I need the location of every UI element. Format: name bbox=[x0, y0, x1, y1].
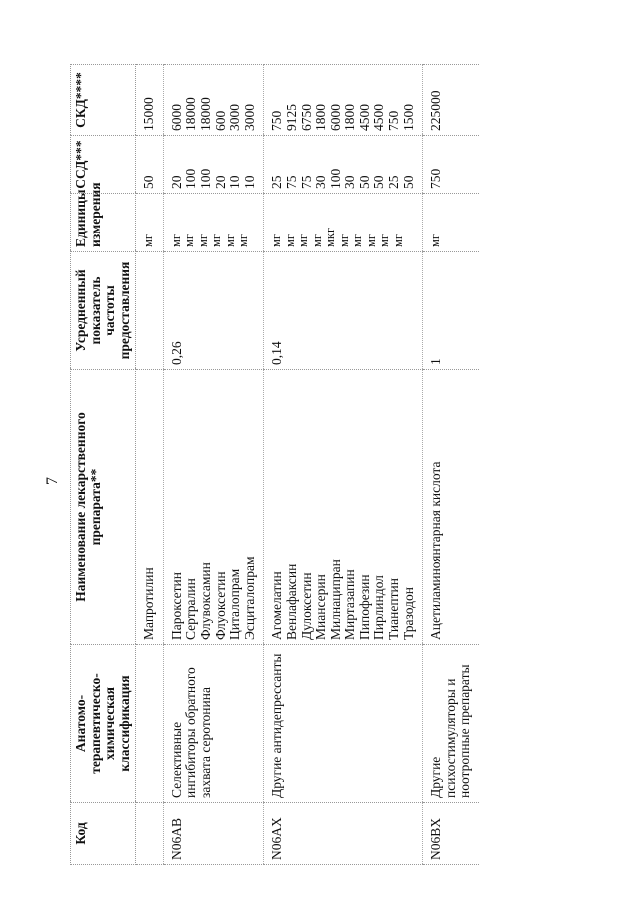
drug-list bbox=[163, 370, 263, 645]
skd-value: 1500 bbox=[400, 104, 416, 131]
skd-value: 1800 bbox=[342, 104, 358, 131]
ssd-value: 100 bbox=[327, 168, 343, 189]
drug-name: Пароксетин bbox=[168, 572, 184, 640]
drug-name: Пипофезин bbox=[356, 574, 372, 640]
skd-value: 4500 bbox=[356, 104, 372, 131]
skd-value: 6750 bbox=[298, 104, 314, 131]
unit-list bbox=[136, 194, 164, 252]
skd-value: 600 bbox=[212, 110, 228, 131]
table-header-row bbox=[71, 65, 136, 865]
unit-value: мг bbox=[296, 233, 311, 247]
skd-value: 18000 bbox=[183, 97, 199, 131]
drug-list bbox=[136, 370, 164, 645]
ssd-list bbox=[136, 136, 164, 194]
unit-value: мг bbox=[350, 233, 365, 247]
skd-list bbox=[264, 65, 423, 136]
header-ssd: ССД*** bbox=[71, 136, 136, 194]
ssd-value: 50 bbox=[356, 175, 372, 189]
skd-value: 4500 bbox=[371, 104, 387, 131]
ssd-value: 100 bbox=[183, 168, 199, 189]
ssd-value: 25 bbox=[385, 175, 401, 189]
group-code: N06AX bbox=[264, 803, 423, 865]
header-drug: Наименование лекарственного препарата** bbox=[71, 370, 136, 645]
group-atc: Селективные ингибиторы обратного захвата серотонина bbox=[163, 645, 263, 803]
ssd-value: 10 bbox=[227, 175, 243, 189]
ssd-value: 20 bbox=[168, 175, 184, 189]
unit-value: мг bbox=[168, 233, 183, 247]
unit-value: мг bbox=[222, 233, 237, 247]
unit-value: мг bbox=[195, 233, 210, 247]
drug-name: Тразодон bbox=[400, 587, 416, 640]
drug-name: Флуоксетин bbox=[212, 571, 228, 640]
group-atc: Другие психостимуляторы и ноотропные препараты bbox=[423, 645, 479, 803]
drug-name: Дулоксетин bbox=[298, 572, 314, 640]
ssd-value: 25 bbox=[269, 175, 285, 189]
ssd-value: 50 bbox=[371, 175, 387, 189]
drug-list bbox=[264, 370, 423, 645]
drug-name: Мапротилин bbox=[141, 567, 157, 640]
drug-name: Циталопрам bbox=[227, 568, 243, 640]
ssd-value: 30 bbox=[313, 175, 329, 189]
unit-value: мг bbox=[428, 233, 443, 247]
header-frequency: Усредненный показатель частоты предоставления bbox=[71, 252, 136, 370]
table-row bbox=[136, 65, 164, 865]
unit-value: мг bbox=[363, 233, 378, 247]
skd-value: 9125 bbox=[283, 104, 299, 131]
page-number: 7 bbox=[44, 477, 61, 485]
skd-list bbox=[136, 65, 164, 136]
skd-value: 225000 bbox=[428, 90, 444, 131]
skd-value: 6000 bbox=[168, 104, 184, 131]
group-frequency bbox=[136, 252, 164, 370]
unit-value: мг bbox=[269, 233, 284, 247]
drug-name: Флувоксамин bbox=[198, 562, 214, 640]
unit-list bbox=[423, 194, 479, 252]
unit-value: мг bbox=[282, 233, 297, 247]
drug-name: Миртазапин bbox=[342, 569, 358, 640]
group-code bbox=[136, 803, 164, 865]
ssd-list bbox=[163, 136, 263, 194]
header-skd: СКД**** bbox=[71, 65, 136, 136]
drug-name: Миансерин bbox=[313, 574, 329, 640]
header-unit: Единицы измерения bbox=[71, 194, 136, 252]
drug-name: Венлафаксин bbox=[283, 563, 299, 640]
header-code: Код bbox=[71, 803, 136, 865]
drug-name: Тианептин bbox=[385, 578, 401, 640]
skd-list bbox=[423, 65, 479, 136]
ssd-value: 30 bbox=[342, 175, 358, 189]
drug-list bbox=[423, 370, 479, 645]
drug-name: Ацетиламиноянтарная кислота bbox=[428, 461, 444, 640]
skd-value: 3000 bbox=[241, 104, 257, 131]
ssd-value: 750 bbox=[428, 168, 444, 189]
group-code: N06AB bbox=[163, 803, 263, 865]
group-code: N06BX bbox=[423, 803, 479, 865]
table-row bbox=[163, 65, 263, 865]
drug-name: Пирлиндол bbox=[371, 575, 387, 640]
skd-value: 3000 bbox=[227, 104, 243, 131]
ssd-value: 50 bbox=[141, 175, 157, 189]
unit-value: мг bbox=[377, 233, 392, 247]
skd-value: 750 bbox=[269, 110, 285, 131]
rotated-table-container bbox=[70, 65, 590, 865]
skd-value: 1800 bbox=[313, 104, 329, 131]
table-body bbox=[136, 65, 479, 865]
ssd-value: 50 bbox=[400, 175, 416, 189]
unit-value: мг bbox=[390, 233, 405, 247]
drug-name: Агомелатин bbox=[269, 571, 285, 640]
table-row bbox=[423, 65, 479, 865]
unit-list bbox=[163, 194, 263, 252]
group-atc: Другие антидепрессанты bbox=[264, 645, 423, 803]
group-frequency: 0,26 bbox=[163, 252, 263, 370]
group-atc bbox=[136, 645, 164, 803]
unit-value: мг bbox=[182, 233, 197, 247]
group-frequency: 1 bbox=[423, 252, 479, 370]
drug-name: Эсциталопрам bbox=[241, 556, 257, 640]
ssd-value: 20 bbox=[212, 175, 228, 189]
unit-value: мкг bbox=[323, 227, 338, 247]
ssd-value: 10 bbox=[241, 175, 257, 189]
ssd-value: 100 bbox=[198, 168, 214, 189]
unit-value: мг bbox=[309, 233, 324, 247]
ssd-value: 75 bbox=[283, 175, 299, 189]
skd-value: 18000 bbox=[198, 97, 214, 131]
ssd-list bbox=[264, 136, 423, 194]
skd-list bbox=[163, 65, 263, 136]
ssd-list bbox=[423, 136, 479, 194]
skd-value: 15000 bbox=[141, 97, 157, 131]
skd-value: 750 bbox=[385, 110, 401, 131]
ssd-value: 75 bbox=[298, 175, 314, 189]
unit-list bbox=[264, 194, 423, 252]
table-row bbox=[264, 65, 423, 865]
header-atc: Анатомо-терапевтическо-химическая классификация bbox=[71, 645, 136, 803]
drug-name: Милнаципран bbox=[327, 559, 343, 640]
group-frequency: 0,14 bbox=[264, 252, 423, 370]
unit-value: мг bbox=[236, 233, 251, 247]
unit-value: мг bbox=[209, 233, 224, 247]
drug-name: Сертралин bbox=[183, 578, 199, 640]
drug-standard-table bbox=[70, 64, 479, 865]
unit-value: мг bbox=[141, 233, 156, 247]
unit-value: мг bbox=[336, 233, 351, 247]
skd-value: 6000 bbox=[327, 104, 343, 131]
